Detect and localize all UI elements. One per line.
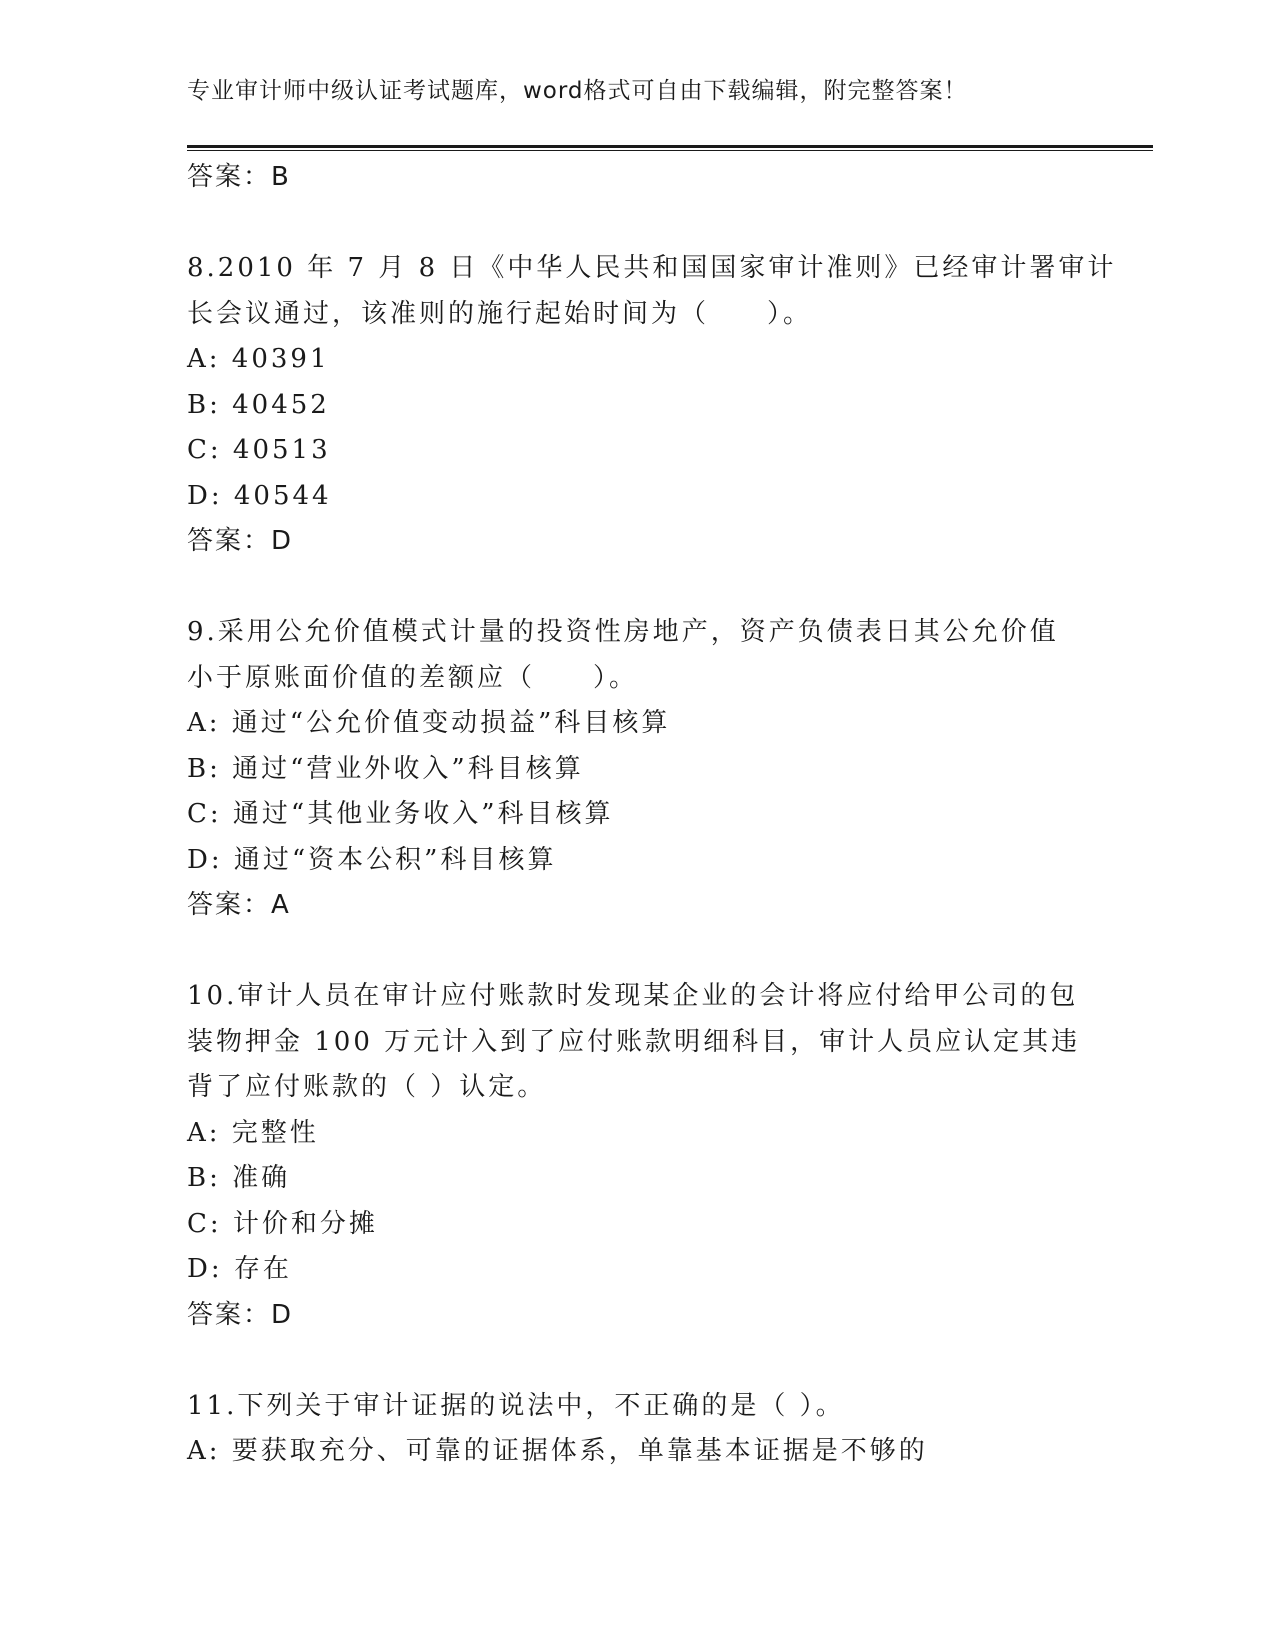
option-c: C: 通过“其他业务收入”科目核算	[187, 799, 614, 829]
question-10	[187, 974, 1087, 1338]
question-stem-line: 9.采用公允价值模式计量的投资性房地产，资产负债表日其公允价值	[187, 617, 1059, 647]
question-9	[187, 610, 1087, 929]
answer-line: 答案：D	[187, 1299, 294, 1330]
answer-line: 答案：A	[187, 890, 291, 920]
content-area	[187, 155, 1117, 1475]
option-c: C: 40513	[187, 435, 331, 465]
answer-line: 答案：D	[187, 526, 294, 556]
question-stem-line: 11.下列关于审计证据的说法中，不正确的是（ ）。	[187, 1390, 845, 1421]
option-c: C: 计价和分摊	[187, 1208, 378, 1239]
question-11	[187, 1384, 1087, 1475]
spacer	[187, 201, 1087, 247]
option-d: D: 通过“资本公积”科目核算	[187, 844, 557, 875]
question-8	[187, 246, 1117, 565]
option-a: A: 通过“公允价值变动损益”科目核算	[187, 708, 671, 738]
option-d: D: 存在	[187, 1254, 292, 1284]
page-header: 专业审计师中级认证考试题库，word格式可自由下载编辑，附完整答案！	[187, 78, 968, 104]
spacer	[187, 929, 1087, 975]
question-stem-line: 10.审计人员在审计应付账款时发现某企业的会计将应付给甲公司的包	[187, 981, 1079, 1011]
question-stem-line: 背了应付账款的（ ）认定。	[187, 1072, 547, 1102]
option-b: B: 通过“营业外收入”科目核算	[187, 753, 584, 784]
option-d: D: 40544	[187, 480, 332, 511]
question-stem-line: 装物押金 100 万元计入到了应付账款明细科目，审计人员应认定其违	[187, 1026, 1081, 1057]
spacer	[187, 1338, 1087, 1384]
option-a: A: 完整性	[187, 1117, 319, 1148]
answer-line: 答案：B	[187, 162, 291, 192]
question-stem-line: 长会议通过，该准则的施行起始时间为（ ）。	[187, 298, 813, 329]
option-b: B: 40452	[187, 389, 330, 420]
question-stem-line: 8.2010 年 7 月 8 日《中华人民共和国国家审计准则》已经审计署审计	[187, 253, 1117, 283]
spacer	[187, 565, 1087, 611]
header-rule-thick	[187, 145, 1153, 148]
question-stem-line: 小于原账面价值的差额应（ ）。	[187, 662, 639, 693]
header-rule-thin	[187, 150, 1153, 151]
option-a: A: 40391	[187, 344, 330, 374]
option-a: A: 要获取充分、可靠的证据体系，单靠基本证据是不够的	[187, 1436, 928, 1466]
option-b: B: 准确	[187, 1163, 291, 1193]
